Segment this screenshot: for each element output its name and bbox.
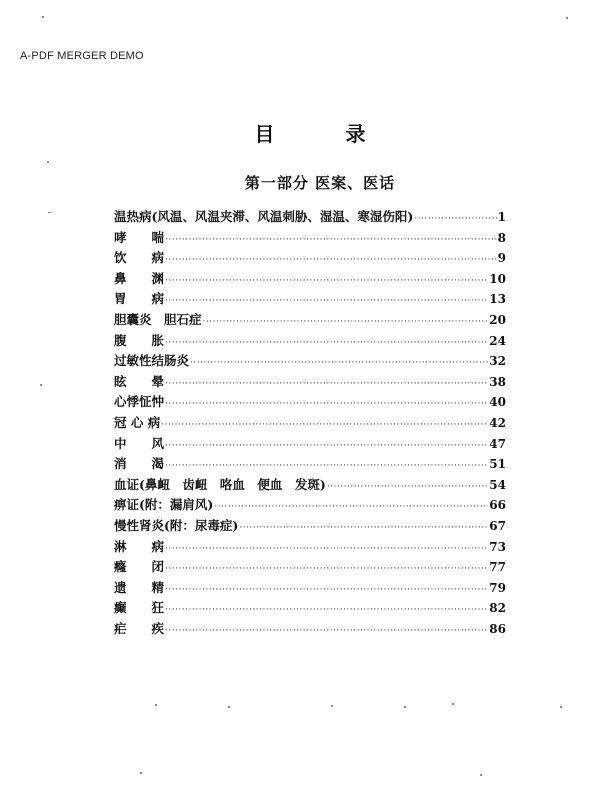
toc-leader-dots — [165, 585, 488, 595]
toc-entry[interactable] — [114, 392, 506, 413]
toc-entry-page: 82 — [489, 601, 506, 616]
scan-speck — [155, 704, 157, 706]
toc-entry[interactable] — [114, 413, 506, 434]
toc-leader-dots — [165, 276, 488, 286]
toc-entry-title: 遗 精 — [114, 579, 165, 595]
watermark-text: A-PDF MERGER DEMO — [20, 50, 144, 62]
toc-entry-title: 疟 疾 — [114, 620, 165, 636]
toc-entry-page: 54 — [489, 477, 506, 492]
toc-entry-title: 腹 胀 — [114, 332, 165, 348]
scan-speck — [560, 706, 562, 708]
toc-entry-page: 9 — [497, 251, 506, 266]
toc-leader-dots — [165, 461, 488, 471]
toc-leader-dots — [165, 441, 488, 451]
toc-entry[interactable] — [114, 495, 506, 516]
scan-speck — [140, 772, 142, 774]
scan-speck — [48, 212, 51, 213]
toc-entry-title: 癫 狂 — [114, 600, 165, 616]
toc-leader-dots — [190, 358, 488, 368]
toc-entry-page: 32 — [489, 354, 506, 369]
scan-speck — [452, 703, 454, 705]
toc-entry[interactable] — [114, 331, 506, 352]
toc-entry-page: 86 — [489, 621, 506, 636]
toc-entry-page: 42 — [489, 415, 506, 430]
toc-entry-page: 79 — [489, 580, 506, 595]
toc-entry[interactable] — [114, 289, 506, 310]
toc-leader-dots — [165, 564, 488, 574]
toc-entry[interactable] — [114, 557, 506, 578]
toc-entry-page: 24 — [489, 333, 506, 348]
toc-entry-page: 1 — [497, 210, 506, 224]
toc-entry-title: 温热病(风温、风温夹滞、风温刺胁、湿温、寒湿伤阳) — [114, 209, 414, 224]
toc-entry-title: 胃 病 — [114, 291, 165, 307]
toc-leader-dots — [165, 605, 488, 615]
scan-speck — [404, 706, 406, 708]
scan-speck — [480, 774, 482, 776]
toc-entry-page: 73 — [489, 539, 506, 554]
toc-entry[interactable] — [114, 248, 506, 269]
toc-entry-page: 8 — [497, 230, 506, 245]
toc-entry-title: 冠 心 病 — [114, 414, 161, 430]
scan-speck — [40, 384, 42, 386]
toc-entry-title: 饮 病 — [114, 250, 165, 266]
part-heading: 第一部分 医案、医话 — [244, 174, 396, 192]
toc-leader-dots — [165, 235, 497, 245]
toc-entry-title: 眩 晕 — [114, 373, 165, 389]
toc-leader-dots — [165, 399, 488, 409]
toc-entry-page: 67 — [489, 518, 506, 533]
toc-leader-dots — [239, 523, 488, 533]
scan-speck — [331, 705, 333, 707]
toc-entry-page: 66 — [489, 498, 506, 513]
toc-leader-dots — [214, 502, 488, 512]
toc-entry[interactable] — [114, 351, 506, 372]
toc-entry[interactable] — [114, 454, 506, 475]
toc-entry-title: 癃 闭 — [114, 559, 165, 575]
toc-leader-dots — [165, 379, 488, 389]
toc-leader-dots — [203, 317, 489, 327]
toc-entry-title: 胆囊炎 胆石症 — [114, 311, 202, 327]
toc-entry[interactable] — [114, 537, 506, 558]
toc-entry-title: 中 风 — [114, 435, 165, 451]
toc-entry[interactable] — [114, 578, 506, 599]
toc-entry-page: 47 — [489, 436, 506, 451]
toc-leader-dots — [165, 255, 497, 265]
toc-entry-page: 10 — [489, 271, 506, 286]
toc-entry-page: 13 — [489, 292, 506, 307]
toc-entry-page: 20 — [489, 312, 506, 327]
toc-entry[interactable] — [114, 434, 506, 455]
scan-speck — [566, 17, 568, 19]
toc-entry[interactable] — [114, 516, 506, 537]
table-of-contents — [114, 207, 506, 639]
toc-entry-title: 心悸怔忡 — [114, 394, 165, 410]
toc-entry-title: 消 渴 — [114, 456, 165, 472]
toc-entry[interactable] — [114, 207, 506, 228]
scan-speck — [42, 16, 44, 18]
toc-entry[interactable] — [114, 598, 506, 619]
toc-entry[interactable] — [114, 619, 506, 640]
toc-entry-title: 痹证(附：漏肩风) — [114, 497, 214, 513]
toc-entry[interactable] — [114, 228, 506, 249]
toc-leader-dots — [165, 544, 488, 554]
page-title: 目 录 — [254, 122, 398, 146]
toc-entry-page: 77 — [489, 560, 506, 575]
toc-entry-title: 慢性肾炎(附：尿毒症) — [114, 517, 239, 533]
toc-entry-title: 鼻 渊 — [114, 270, 165, 286]
toc-entry-title: 过敏性结肠炎 — [114, 353, 190, 369]
toc-entry[interactable] — [114, 475, 506, 496]
toc-leader-dots — [165, 296, 488, 306]
toc-leader-dots — [165, 626, 488, 636]
toc-leader-dots — [327, 482, 488, 492]
toc-leader-dots — [165, 338, 488, 348]
toc-entry-page: 51 — [489, 457, 506, 472]
scan-speck — [47, 161, 49, 163]
toc-entry-page: 38 — [489, 374, 506, 389]
toc-entry[interactable] — [114, 310, 506, 331]
toc-entry-title: 哮 喘 — [114, 229, 165, 245]
toc-entry[interactable] — [114, 372, 506, 393]
scan-speck — [228, 706, 230, 708]
toc-leader-dots — [161, 420, 488, 430]
toc-leader-dots — [414, 214, 496, 224]
toc-entry-title: 淋 病 — [114, 538, 165, 554]
toc-entry[interactable] — [114, 269, 506, 290]
toc-entry-title: 血证(鼻衄 齿衄 咯血 便血 发斑) — [114, 476, 326, 492]
toc-entry-page: 40 — [489, 395, 506, 410]
